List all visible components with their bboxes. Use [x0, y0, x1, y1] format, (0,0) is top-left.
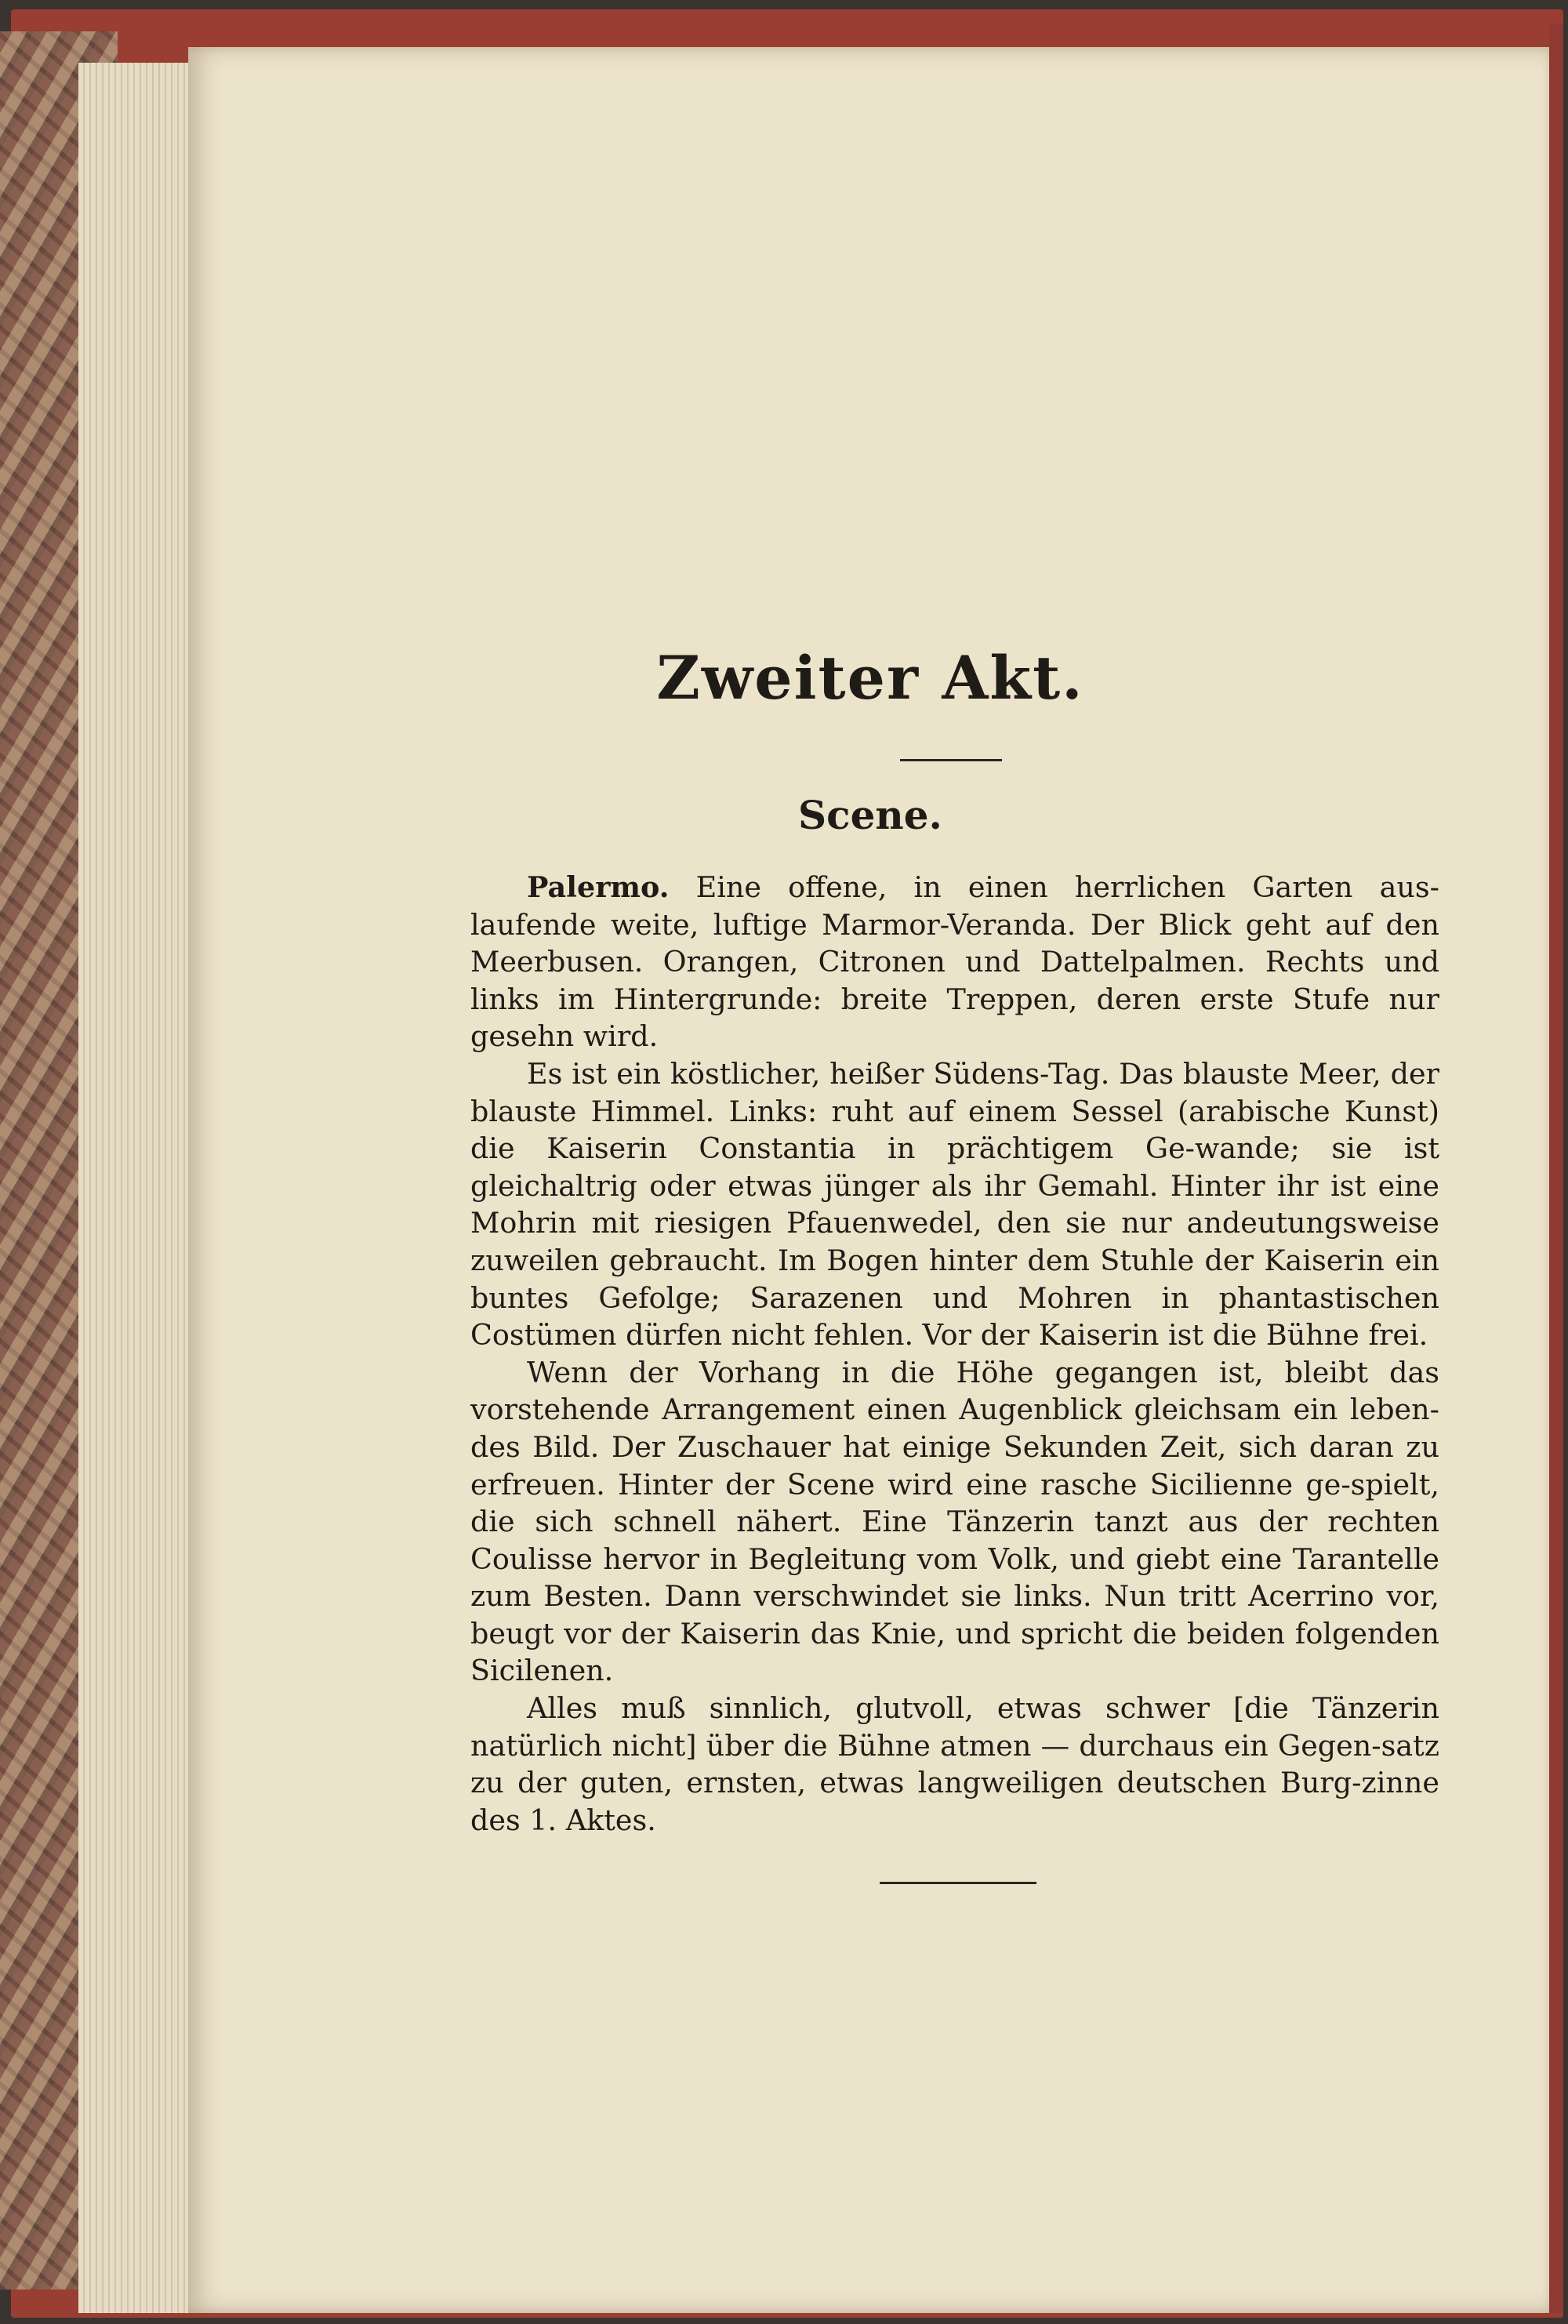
- scene-title: Scene.: [798, 792, 942, 838]
- cover-edge: [1549, 24, 1563, 2313]
- end-rule: [880, 1882, 1036, 1884]
- paragraph-4: [470, 1690, 1439, 1839]
- paragraph-3: [470, 1354, 1439, 1690]
- title-rule: [900, 759, 1002, 761]
- paragraph-text: Es ist ein köstlicher, heißer Südens-Tag. Das blauste Meer, der blauste Himmel. Links: ruht auf einem Sessel (arabische Kunst) die Kaiserin Constantia in prächtigem Ge-wande; sie ist gleichaltrig oder etwas jünger als ihr Gemahl. Hinter ihr ist eine Mohrin mit riesigen Pfauenwedel, den sie nur andeutungsweise zuweilen gebraucht. Im Bogen hinter dem Stuhle der Kaiserin ein buntes Gefolge; Sarazenen und Mohren in phantastischen Costümen dürfen nicht fehlen. Vor der Kaiserin ist die Bühne frei.: [470, 1056, 1439, 1353]
- paragraph-text: Wenn der Vorhang in die Höhe gegangen ist, bleibt das vorstehende Arrangement einen Augenblick gleichsam ein leben-des Bild. Der Zuschauer hat einige Sekunden Zeit, sich daran zu erfreuen. Hinter der Scene wird eine rasche Sicilienne ge-spielt, die sich schnell nähert. Eine Tänzerin tanzt aus der rechten Coulisse hervor in Begleitung vom Volk, und giebt eine Tarantelle zum Besten. Dann verschwindet sie links. Nun tritt Acerrino vor, beugt vor der Kaiserin das Knie, und spricht die beiden folgenden Sicilenen.: [470, 1355, 1439, 1688]
- page-edges: [78, 63, 204, 2313]
- stage-directions: [470, 869, 1439, 1839]
- place-name: Palermo.: [527, 870, 670, 904]
- paragraph-text: Eine offene, in einen herrlichen Garten aus-laufende weite, luftige Marmor-Veranda. Der Blick geht auf den Meerbusen. Orangen, Citronen und Dattelpalmen. Rechts und links im Hintergrunde: breite Treppen, deren erste Stufe nur gesehn wird.: [470, 870, 1439, 1054]
- act-title: Zweiter Akt.: [656, 643, 1084, 713]
- paragraph-text: Alles muß sinnlich, glutvoll, etwas schwer [die Tänzerin natürlich nicht] über die Bühne atmen — durchaus ein Gegen-satz zu der guten, ernsten, etwas langweiligen deutschen Burg-zinne des 1. Aktes.: [470, 1691, 1439, 1837]
- paragraph-2: [470, 1055, 1439, 1354]
- paragraph-1: [470, 869, 1439, 1055]
